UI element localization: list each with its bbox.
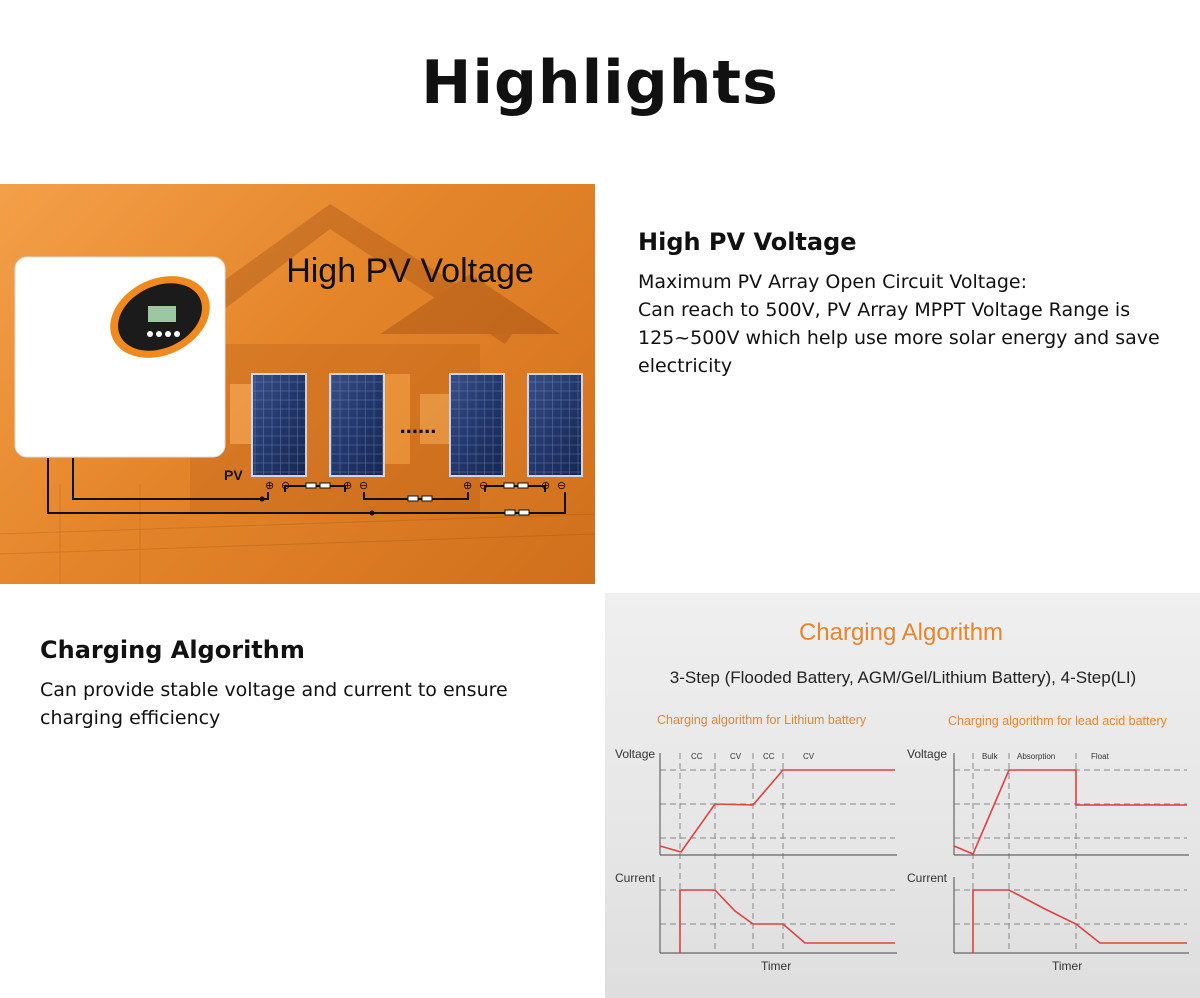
lithium-chart xyxy=(615,713,897,973)
charging-description: Can provide stable voltage and current to ensure charging efficiency xyxy=(40,679,508,729)
charging-heading: Charging Algorithm xyxy=(40,636,305,664)
lithium-stage-label: CV xyxy=(803,752,815,761)
charging-image-title: Charging Algorithm xyxy=(798,619,1004,646)
pv-label: PV xyxy=(224,467,243,483)
minus-terminal-icon: ⊖ xyxy=(479,480,489,492)
lead-acid-stage-label: Bulk xyxy=(982,752,998,761)
lead-acid-stage-label: Float xyxy=(1091,752,1109,761)
lead-acid-stage-label: Absorption xyxy=(1017,752,1056,761)
panel-ellipsis: ...... xyxy=(399,413,437,438)
lead-acid-current-label: Current xyxy=(907,871,948,885)
lead-acid-time-label: Timer xyxy=(1052,959,1083,973)
pv-text-block xyxy=(638,228,1168,380)
lithium-stage-label: CC xyxy=(763,752,775,761)
inverter-illustration xyxy=(15,257,225,457)
plus-terminal-icon: ⊕ xyxy=(541,480,551,492)
charging-image-subtitle: 3-Step (Flooded Battery, AGM/Gel/Lithium Battery), 4-Step(LI) xyxy=(669,668,1137,687)
solar-panel-4 xyxy=(528,374,582,476)
lithium-stage-label: CV xyxy=(730,752,742,761)
pv-diagram xyxy=(0,184,595,584)
charging-algorithm-image xyxy=(605,593,1200,998)
lead-acid-chart xyxy=(907,714,1189,973)
plus-terminal-icon: ⊕ xyxy=(463,480,473,492)
minus-terminal-icon: ⊖ xyxy=(557,480,567,492)
plus-terminal-icon: ⊕ xyxy=(265,480,275,492)
minus-terminal-icon: ⊖ xyxy=(359,480,369,492)
solar-panel-3 xyxy=(450,374,504,476)
charging-diagram xyxy=(605,593,1200,998)
minus-terminal-icon: ⊖ xyxy=(281,480,291,492)
charging-text-block xyxy=(40,636,560,732)
pv-voltage-image xyxy=(0,184,595,584)
plus-terminal-icon: ⊕ xyxy=(343,480,353,492)
page-title: Highlights xyxy=(421,48,779,118)
solar-panel-2 xyxy=(330,374,384,476)
lead-acid-chart-title: Charging algorithm for lead acid battery xyxy=(948,714,1167,728)
lithium-current-label: Current xyxy=(615,871,656,885)
pv-heading: High PV Voltage xyxy=(638,228,857,256)
solar-panel-1 xyxy=(252,374,306,476)
lithium-stage-label: CC xyxy=(691,752,703,761)
pv-description: Maximum PV Array Open Circuit Voltage: Can reach to 500V, PV Array MPPT Voltage Range is 125~500V which help use more solar energy and save electricity xyxy=(638,271,1160,377)
lithium-chart-title: Charging algorithm for Lithium battery xyxy=(657,713,867,727)
pv-overlay-title: High PV Voltage xyxy=(286,252,534,290)
lithium-voltage-label: Voltage xyxy=(615,747,656,761)
lithium-time-label: Timer xyxy=(761,959,792,973)
lead-acid-voltage-label: Voltage xyxy=(907,747,948,761)
